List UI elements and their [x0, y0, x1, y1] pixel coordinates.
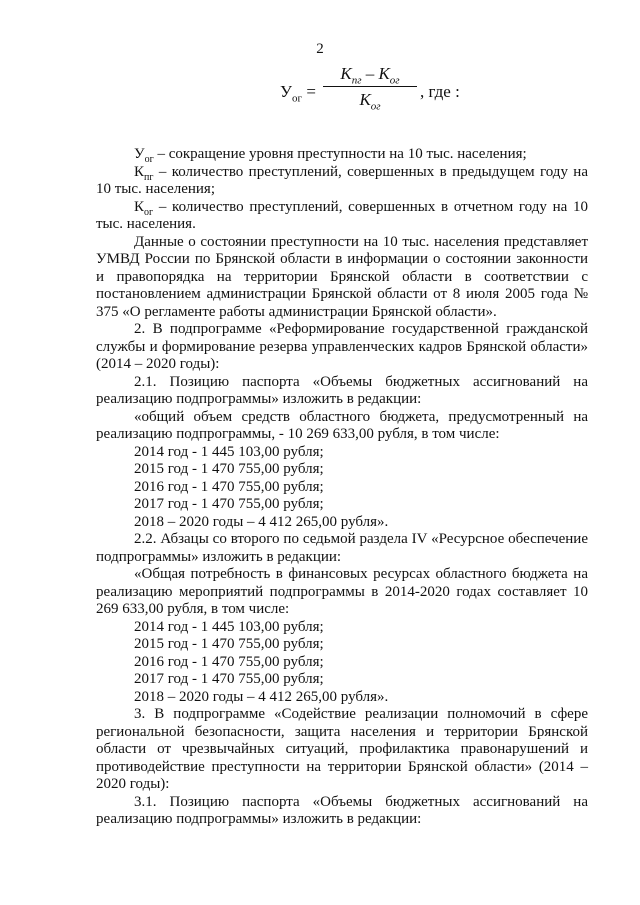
paragraph-item-2: 2. В подпрограмме «Реформирование государственной гражданской службы и формирование резерва управленческих кадров Брянской области» (2014 – 2020 годы): — [96, 321, 588, 372]
paragraph-item-3: 3. В подпрограмме «Содействие реализации полномочий в сфере региональной безопасности, защита населения и территории Брянской области от чрезвычайных ситуаций, профилактика правонарушений и противодействие преступности на территории Брянской области» (2014 – 2020 годы): — [96, 706, 588, 792]
definition-text: – количество преступлений, совершенных в отчетном году на 10 тыс. населения. — [96, 198, 588, 232]
formula-num-a: К — [340, 64, 352, 83]
year-line: 2016 год - 1 470 755,00 рубля; — [134, 478, 324, 495]
paragraph-item-2-2: 2.2. Абзацы со второго по седьмой раздела IV «Ресурсное обеспечение подпрограммы» изложить в редакции: — [96, 531, 588, 565]
formula-num-a-sub: пг — [351, 74, 362, 87]
formula-num-b-sub: ог — [389, 74, 400, 87]
document-body — [96, 146, 588, 829]
definition-symbol: К — [134, 198, 145, 215]
definition-subscript: ог — [144, 206, 154, 218]
formula-tail: , где : — [420, 82, 460, 101]
definition-subscript: ог — [144, 154, 154, 165]
definition-symbol: У — [134, 146, 145, 162]
paragraph-total-2: «Общая потребность в финансовых ресурсах областного бюджета на реализацию мероприятий подпрограммы в 2014-2020 годах составляет 10 269 633,00 рубля, в том числе: — [96, 566, 588, 617]
year-line: 2015 год - 1 470 755,00 рубля; — [134, 636, 324, 652]
paragraph-total-1: «общий объем средств областного бюджета, предусмотренный на реализацию подпрограммы, - 10 269 633,00 рубля, в том числе: — [96, 408, 588, 442]
formula-den-symbol: К — [359, 90, 371, 109]
formula-lhs-symbol: У — [280, 82, 293, 101]
year-line: 2014 год - 1 445 103,00 рубля; — [134, 443, 324, 460]
formula-equals: = — [302, 82, 316, 101]
definition — [96, 146, 588, 164]
paragraph-data-source: Данные о состоянии преступности на 10 тыс. населения представляет УМВД России по Брянской области в информации о состоянии законности и правопорядка на территории Брянской области в соответствии с постановлением администрации Брянской области от 8 июля 2005 года № 375 «О регламенте работы администрации Брянской области». — [96, 233, 588, 320]
formula-lhs-subscript: ог — [292, 92, 303, 105]
definition — [96, 164, 588, 199]
formula-fraction — [323, 64, 417, 113]
year-line: 2016 год - 1 470 755,00 рубля; — [134, 653, 324, 670]
formula-lhs — [280, 82, 316, 105]
paragraph-item-2-1: 2.1. Позицию паспорта «Объемы бюджетных ассигнований на реализацию подпрограммы» изложить в редакции: — [96, 373, 588, 407]
year-line: 2015 год - 1 470 755,00 рубля; — [134, 461, 324, 477]
year-line: 2017 год - 1 470 755,00 рубля; — [134, 671, 324, 687]
definition-text: – сокращение уровня преступности на 10 тыс. населения; — [153, 146, 527, 162]
formula-numerator — [323, 64, 417, 86]
definition-symbol: К — [134, 163, 145, 180]
paragraph-item-3-1: 3.1. Позицию паспорта «Объемы бюджетных ассигнований на реализацию подпрограммы» изложить в редакции: — [96, 793, 588, 827]
page-number: 2 — [316, 41, 324, 57]
formula-num-b: К — [378, 64, 390, 83]
definition-text: – количество преступлений, совершенных в предыдущем году на 10 тыс. населения; — [96, 163, 588, 197]
definition — [96, 199, 588, 234]
year-line: 2017 год - 1 470 755,00 рубля; — [134, 496, 324, 512]
formula-denominator — [323, 87, 417, 113]
formula-den-sub: ог — [370, 100, 381, 113]
year-line: 2018 – 2020 годы – 4 412 265,00 рубля». — [134, 513, 389, 530]
year-line: 2018 – 2020 годы – 4 412 265,00 рубля». — [134, 688, 389, 705]
formula-minus: – — [361, 64, 379, 83]
definition-subscript: пг — [144, 171, 154, 183]
year-line: 2014 год - 1 445 103,00 рубля; — [134, 618, 324, 635]
